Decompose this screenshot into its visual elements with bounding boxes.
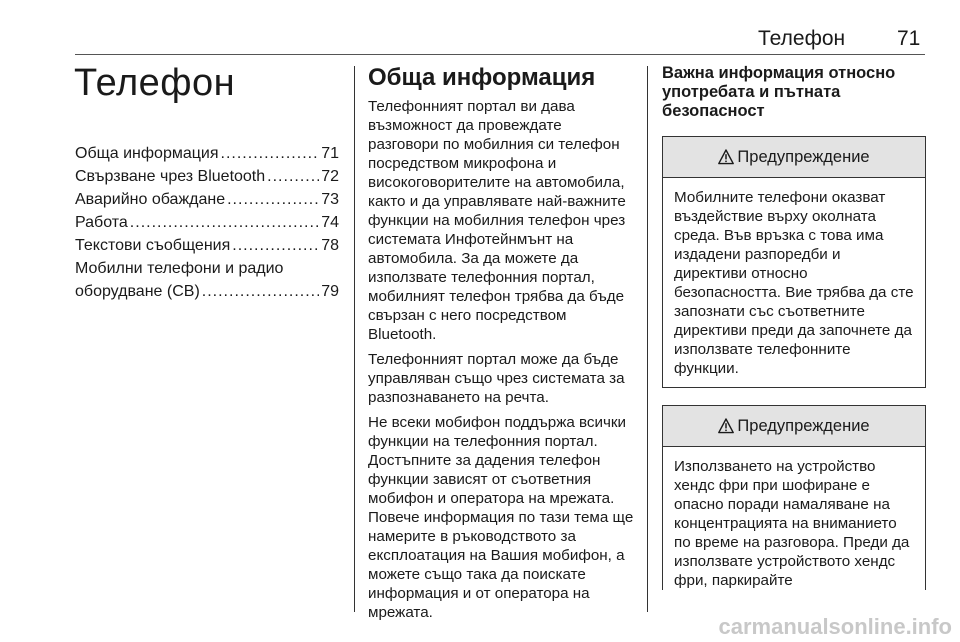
toc-leader-dots <box>202 280 319 303</box>
chapter-title: Телефон <box>74 62 236 104</box>
toc-entry[interactable] <box>75 257 339 303</box>
toc-entry-page: 71 <box>321 145 339 162</box>
toc-entry[interactable] <box>75 211 339 234</box>
page-number: 71 <box>897 27 921 50</box>
toc-entry-page: 72 <box>321 168 339 185</box>
toc-entry-title: Мобилни телефони и радио <box>75 260 284 277</box>
toc-entry-title: Обща информация <box>75 145 219 162</box>
general-info-section <box>368 64 634 628</box>
running-title: Телефон <box>758 27 846 50</box>
safety-section <box>662 64 926 590</box>
toc-entry-title: Аварийно обаждане <box>75 191 226 208</box>
warning-box <box>662 405 926 590</box>
toc-leader-dots <box>221 142 320 165</box>
toc-entry[interactable] <box>75 165 339 188</box>
toc-entry-page: 78 <box>321 237 339 254</box>
toc-entry-page: 73 <box>321 191 339 208</box>
toc-entry-title: Текстови съобщения <box>75 237 231 254</box>
toc-entry-title-cont: оборудване (СВ) <box>75 283 200 300</box>
watermark: carmanualsonline.info <box>718 614 952 639</box>
warning-text: Мобилните телефони оказват въздействие върху околната среда. Във връзка с това има издадени разпоредби и директиви относно безопасността. Вие трябва да сте запознати със съответните директиви преди да започнете да използвате телефонните функции. <box>674 189 914 377</box>
header-rule <box>75 54 925 55</box>
toc-leader-dots <box>130 211 319 234</box>
table-of-contents <box>75 142 339 303</box>
toc-entry[interactable] <box>75 188 339 211</box>
warning-triangle-icon <box>718 149 734 165</box>
paragraph: Телефонният портал ви дава възможност да провеждате разговори по мобилния си телефон посредством микрофона и високоговорителите на автомобила, както и да управлявате най-важните функции на мобилния телефон чрез системата Инфотейнмънт на автомобила. За да можете да използвате телефонния портал, мобилният телефон трябва да бъде свързан с него посредством Bluetooth. <box>368 98 626 343</box>
column-divider <box>354 66 355 612</box>
paragraph: Телефонният портал може да бъде управляван също чрез системата за разпознаването на речта. <box>368 351 625 406</box>
toc-entry[interactable] <box>75 234 339 257</box>
toc-leader-dots <box>227 188 319 211</box>
column-divider <box>647 66 648 612</box>
section-title: Обща информация <box>368 64 596 91</box>
toc-entry-title: Работа <box>75 214 128 231</box>
toc-entry-page: 74 <box>321 214 339 231</box>
paragraph: Не всеки мобифон поддържа всички функции на телефонния портал. Достъпните за дадения телефон функции зависят от съответния мобифон и оператора на мрежата. Повече информация по тази тема ще намерите в ръководството за експлоатация на Вашия мобифон, а можете също така да поискате информация и от оператора на мрежата. <box>368 414 634 621</box>
warning-heading-text: Предупреждение <box>737 416 870 435</box>
warning-heading <box>663 406 925 447</box>
toc-leader-dots <box>267 165 319 188</box>
toc-entry-title: Свързване чрез Bluetooth <box>75 168 266 185</box>
toc-entry[interactable] <box>75 142 339 165</box>
warning-heading <box>663 137 925 178</box>
warning-heading-text: Предупреждение <box>737 147 870 166</box>
warning-text: Използването на устройство хендс фри при шофиране е опасно поради намаляване на концентрацията на вниманието по време на разговора. Преди да използвате устройството хендс фри, паркирайте <box>674 458 910 589</box>
section-title: Важна информация относно употребата и пътната безопасност <box>662 64 896 120</box>
warning-box <box>662 136 926 388</box>
toc-entry-page: 79 <box>321 283 339 300</box>
toc-leader-dots <box>232 234 319 257</box>
warning-triangle-icon <box>718 418 734 434</box>
